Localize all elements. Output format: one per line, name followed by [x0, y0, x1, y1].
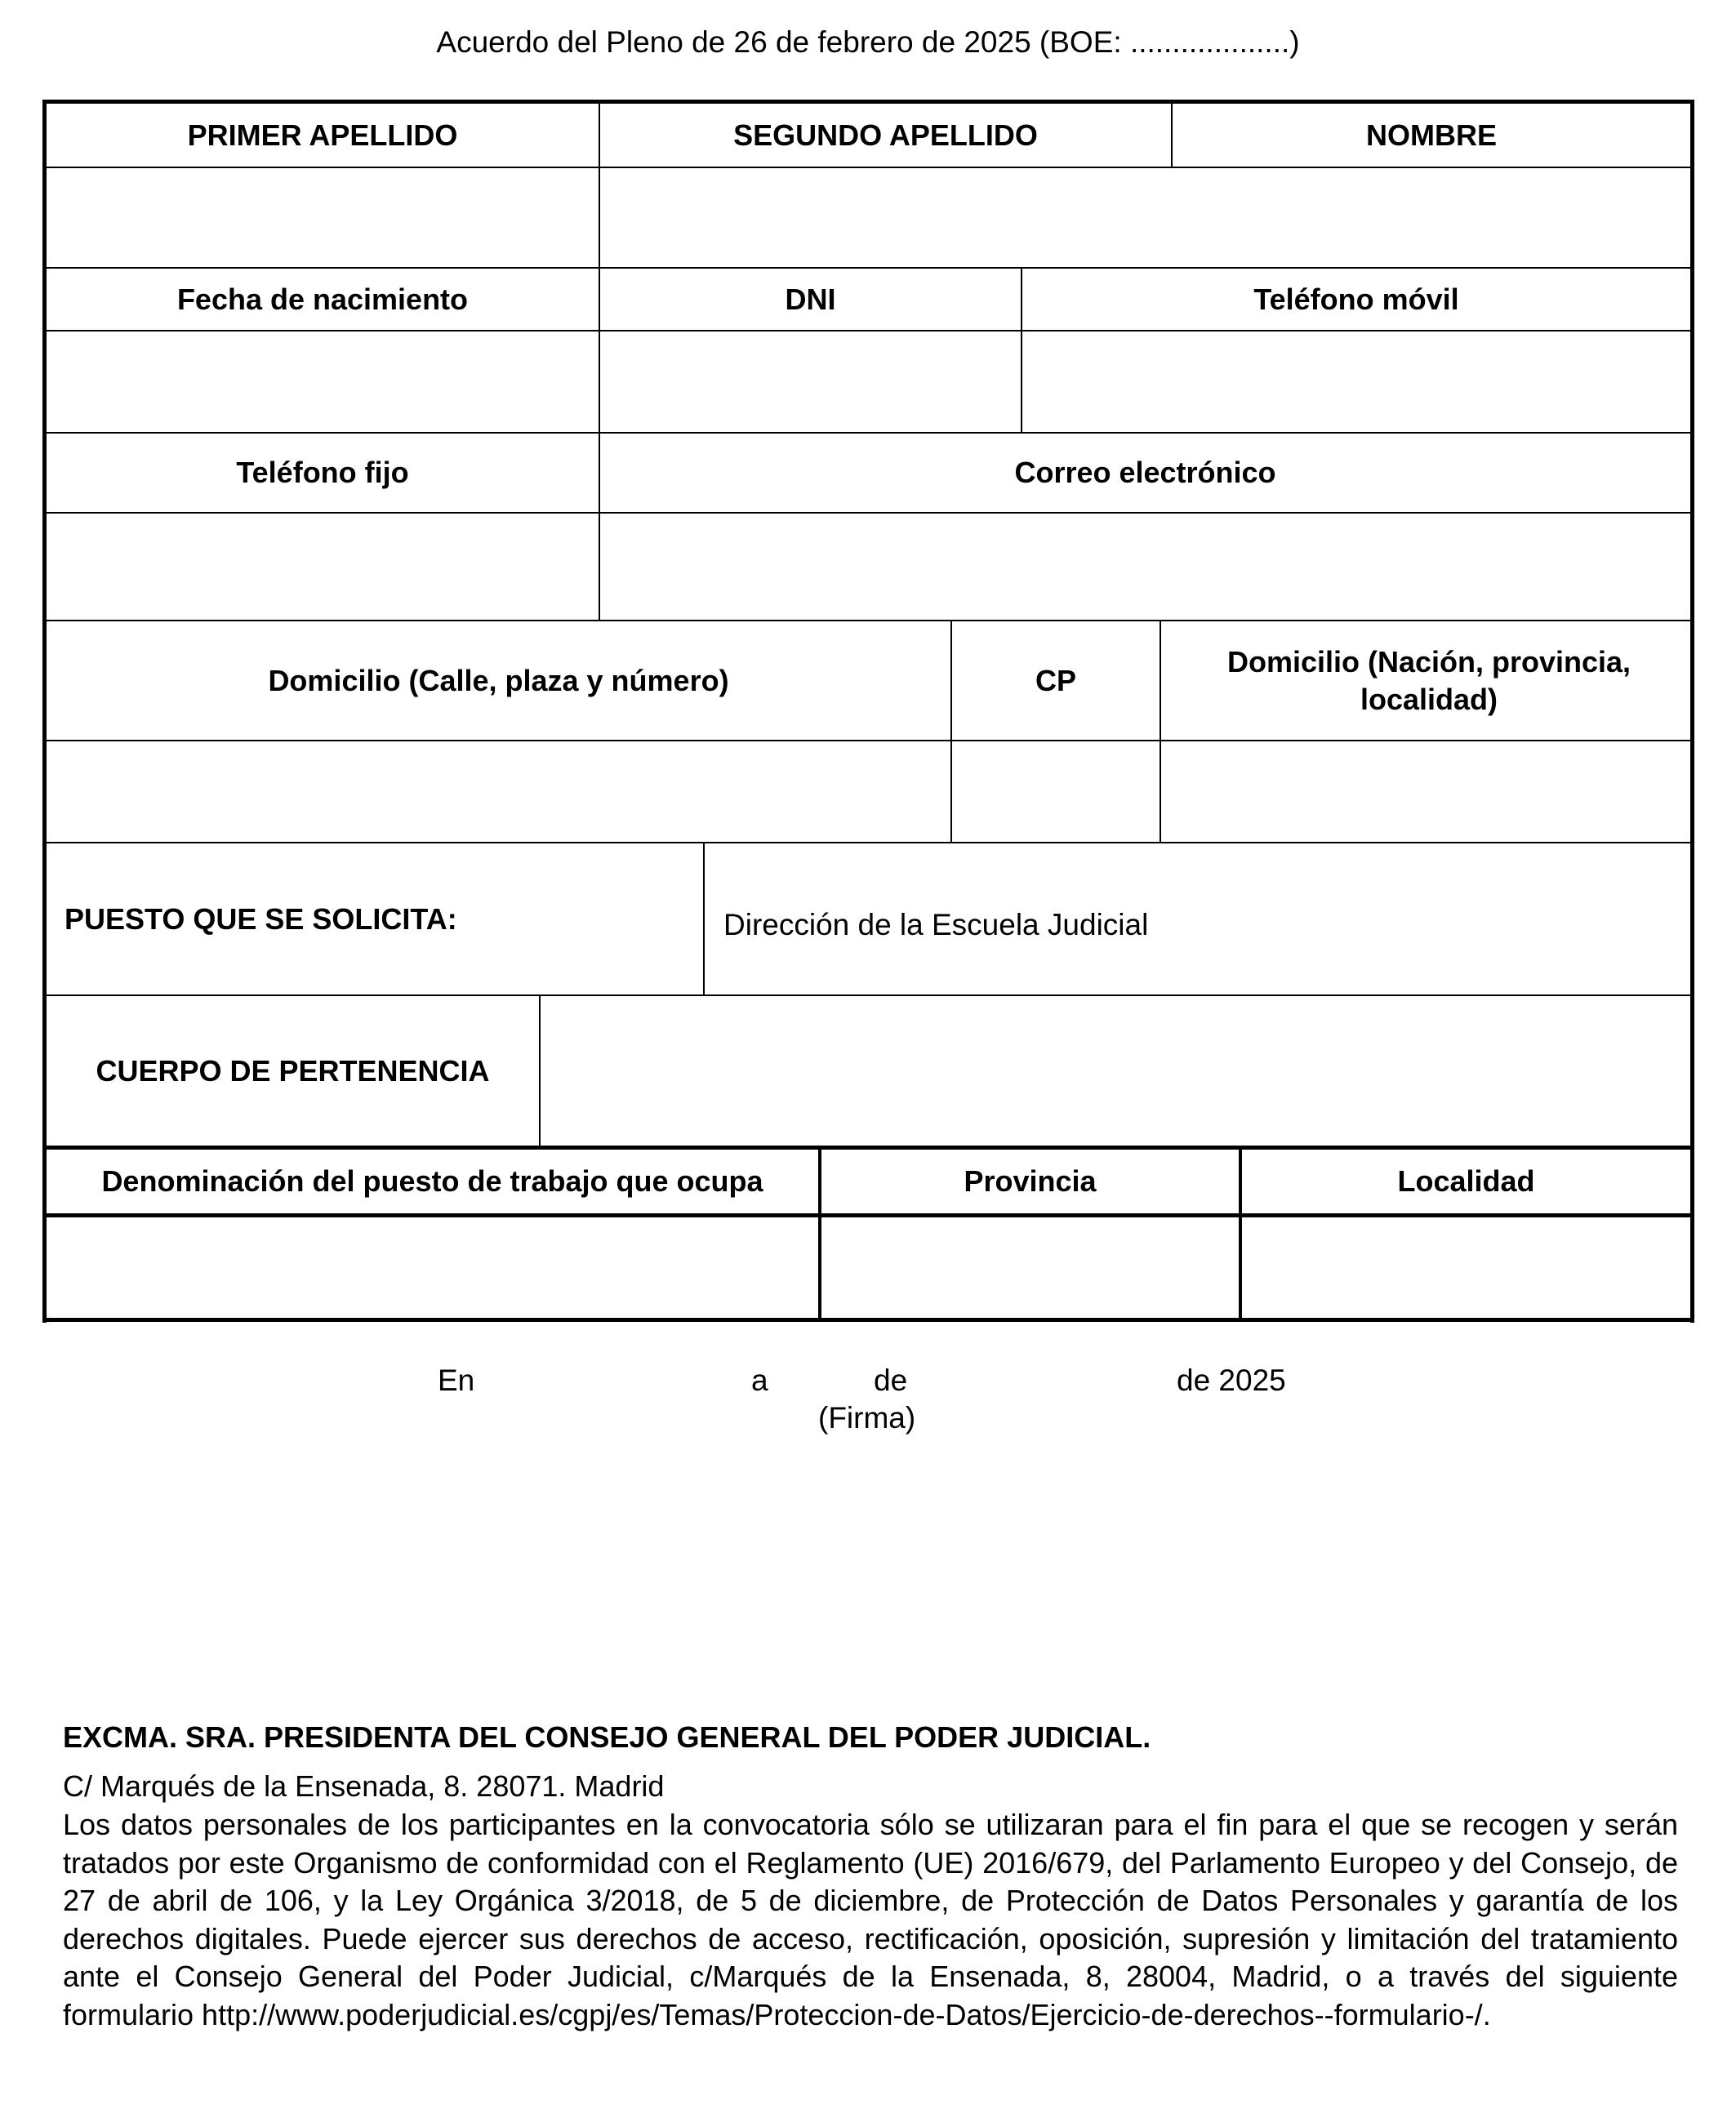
privacy-notice: Los datos personales de los participantes en la convocatoria sólo se utilizaran para el fin para el que se recogen y serán tratados por este Organismo de conformidad con el Reglamento (UE) 2016/679, del Parlamento Europeo y del Consejo, de 27 de abril de 106, y la Ley Orgánica 3/2018, de 5 de diciembre, de Protección de Datos Personales y garantía de los derechos digitales. Puede ejercer sus derechos de acceso, rectificación, oposición, supresión y limitación del tratamiento ante el Consejo General del Poder Judicial, c/Marqués de la Ensenada, 8, 28004, Madrid, o a través del siguiente formulario http://www.poderjudicial.es/cgpj/es/Temas/Proteccion-de-Datos/Ejercicio-de-derechos--formulario-/.: [63, 1808, 1678, 2031]
col-divider: [703, 842, 705, 995]
label-dni: DNI: [785, 282, 836, 316]
date-year-label: de 2025: [1177, 1364, 1286, 1397]
segundo-apellido-field[interactable]: [600, 168, 1171, 267]
label-segundo-apellido: SEGUNDO APELLIDO: [733, 118, 1038, 152]
primer-apellido-field[interactable]: [47, 168, 599, 267]
date-en-label: En: [438, 1364, 475, 1397]
cuerpo-pertenencia-field[interactable]: [541, 996, 1690, 1146]
fecha-nacimiento-field[interactable]: [47, 331, 599, 432]
domicilio-calle-field[interactable]: [47, 741, 950, 842]
label-provincia: Provincia: [964, 1164, 1097, 1198]
label-puesto-solicita: PUESTO QUE SE SOLICITA:: [65, 901, 457, 936]
addressee-heading: EXCMA. SRA. PRESIDENTA DEL CONSEJO GENERAL DEL PODER JUDICIAL.: [63, 1720, 1151, 1754]
table-border-right: [1690, 100, 1694, 1323]
dni-field[interactable]: [600, 331, 1021, 432]
label-domicilio-calle: Domicilio (Calle, plaza y número): [268, 663, 729, 697]
label-cp: CP: [1035, 663, 1076, 697]
label-telefono-fijo: Teléfono fijo: [236, 456, 409, 489]
localidad-field[interactable]: [1242, 1217, 1690, 1318]
cp-field[interactable]: [952, 741, 1160, 842]
addressee-address: C/ Marqués de la Ensenada, 8. 28071. Madrid: [63, 1769, 665, 1803]
label-localidad: Localidad: [1397, 1164, 1535, 1198]
label-domicilio-nacion: Domicilio (Nación, provincia, localidad): [1226, 644, 1631, 716]
label-denominacion-puesto: Denominación del puesto de trabajo que ocupa: [101, 1164, 763, 1198]
firma-label: (Firma): [818, 1401, 916, 1435]
date-de-label: de: [874, 1364, 908, 1397]
table-border-bottom: [42, 1318, 1694, 1322]
correo-electronico-field[interactable]: [600, 514, 1690, 620]
provincia-field[interactable]: [821, 1217, 1239, 1318]
label-fecha-nacimiento: Fecha de nacimiento: [176, 282, 469, 316]
label-telefono-movil: Teléfono móvil: [1253, 282, 1459, 316]
label-correo-electronico: Correo electrónico: [1014, 456, 1276, 489]
label-primer-apellido: PRIMER APELLIDO: [187, 118, 458, 152]
denominacion-puesto-field[interactable]: [47, 1217, 818, 1318]
telefono-fijo-field[interactable]: [47, 514, 599, 620]
document-title: Acuerdo del Pleno de 26 de febrero de 2025 (BOE: ...................): [436, 25, 1300, 59]
puesto-solicita-value[interactable]: Dirección de la Escuela Judicial: [723, 907, 1149, 941]
telefono-movil-field[interactable]: [1022, 331, 1690, 432]
date-a-label: a: [751, 1364, 768, 1397]
nombre-field[interactable]: [1173, 168, 1690, 267]
domicilio-nacion-field[interactable]: [1161, 741, 1690, 842]
label-cuerpo-pertenencia: CUERPO DE PERTENENCIA: [96, 1053, 490, 1088]
label-nombre: NOMBRE: [1366, 118, 1497, 152]
